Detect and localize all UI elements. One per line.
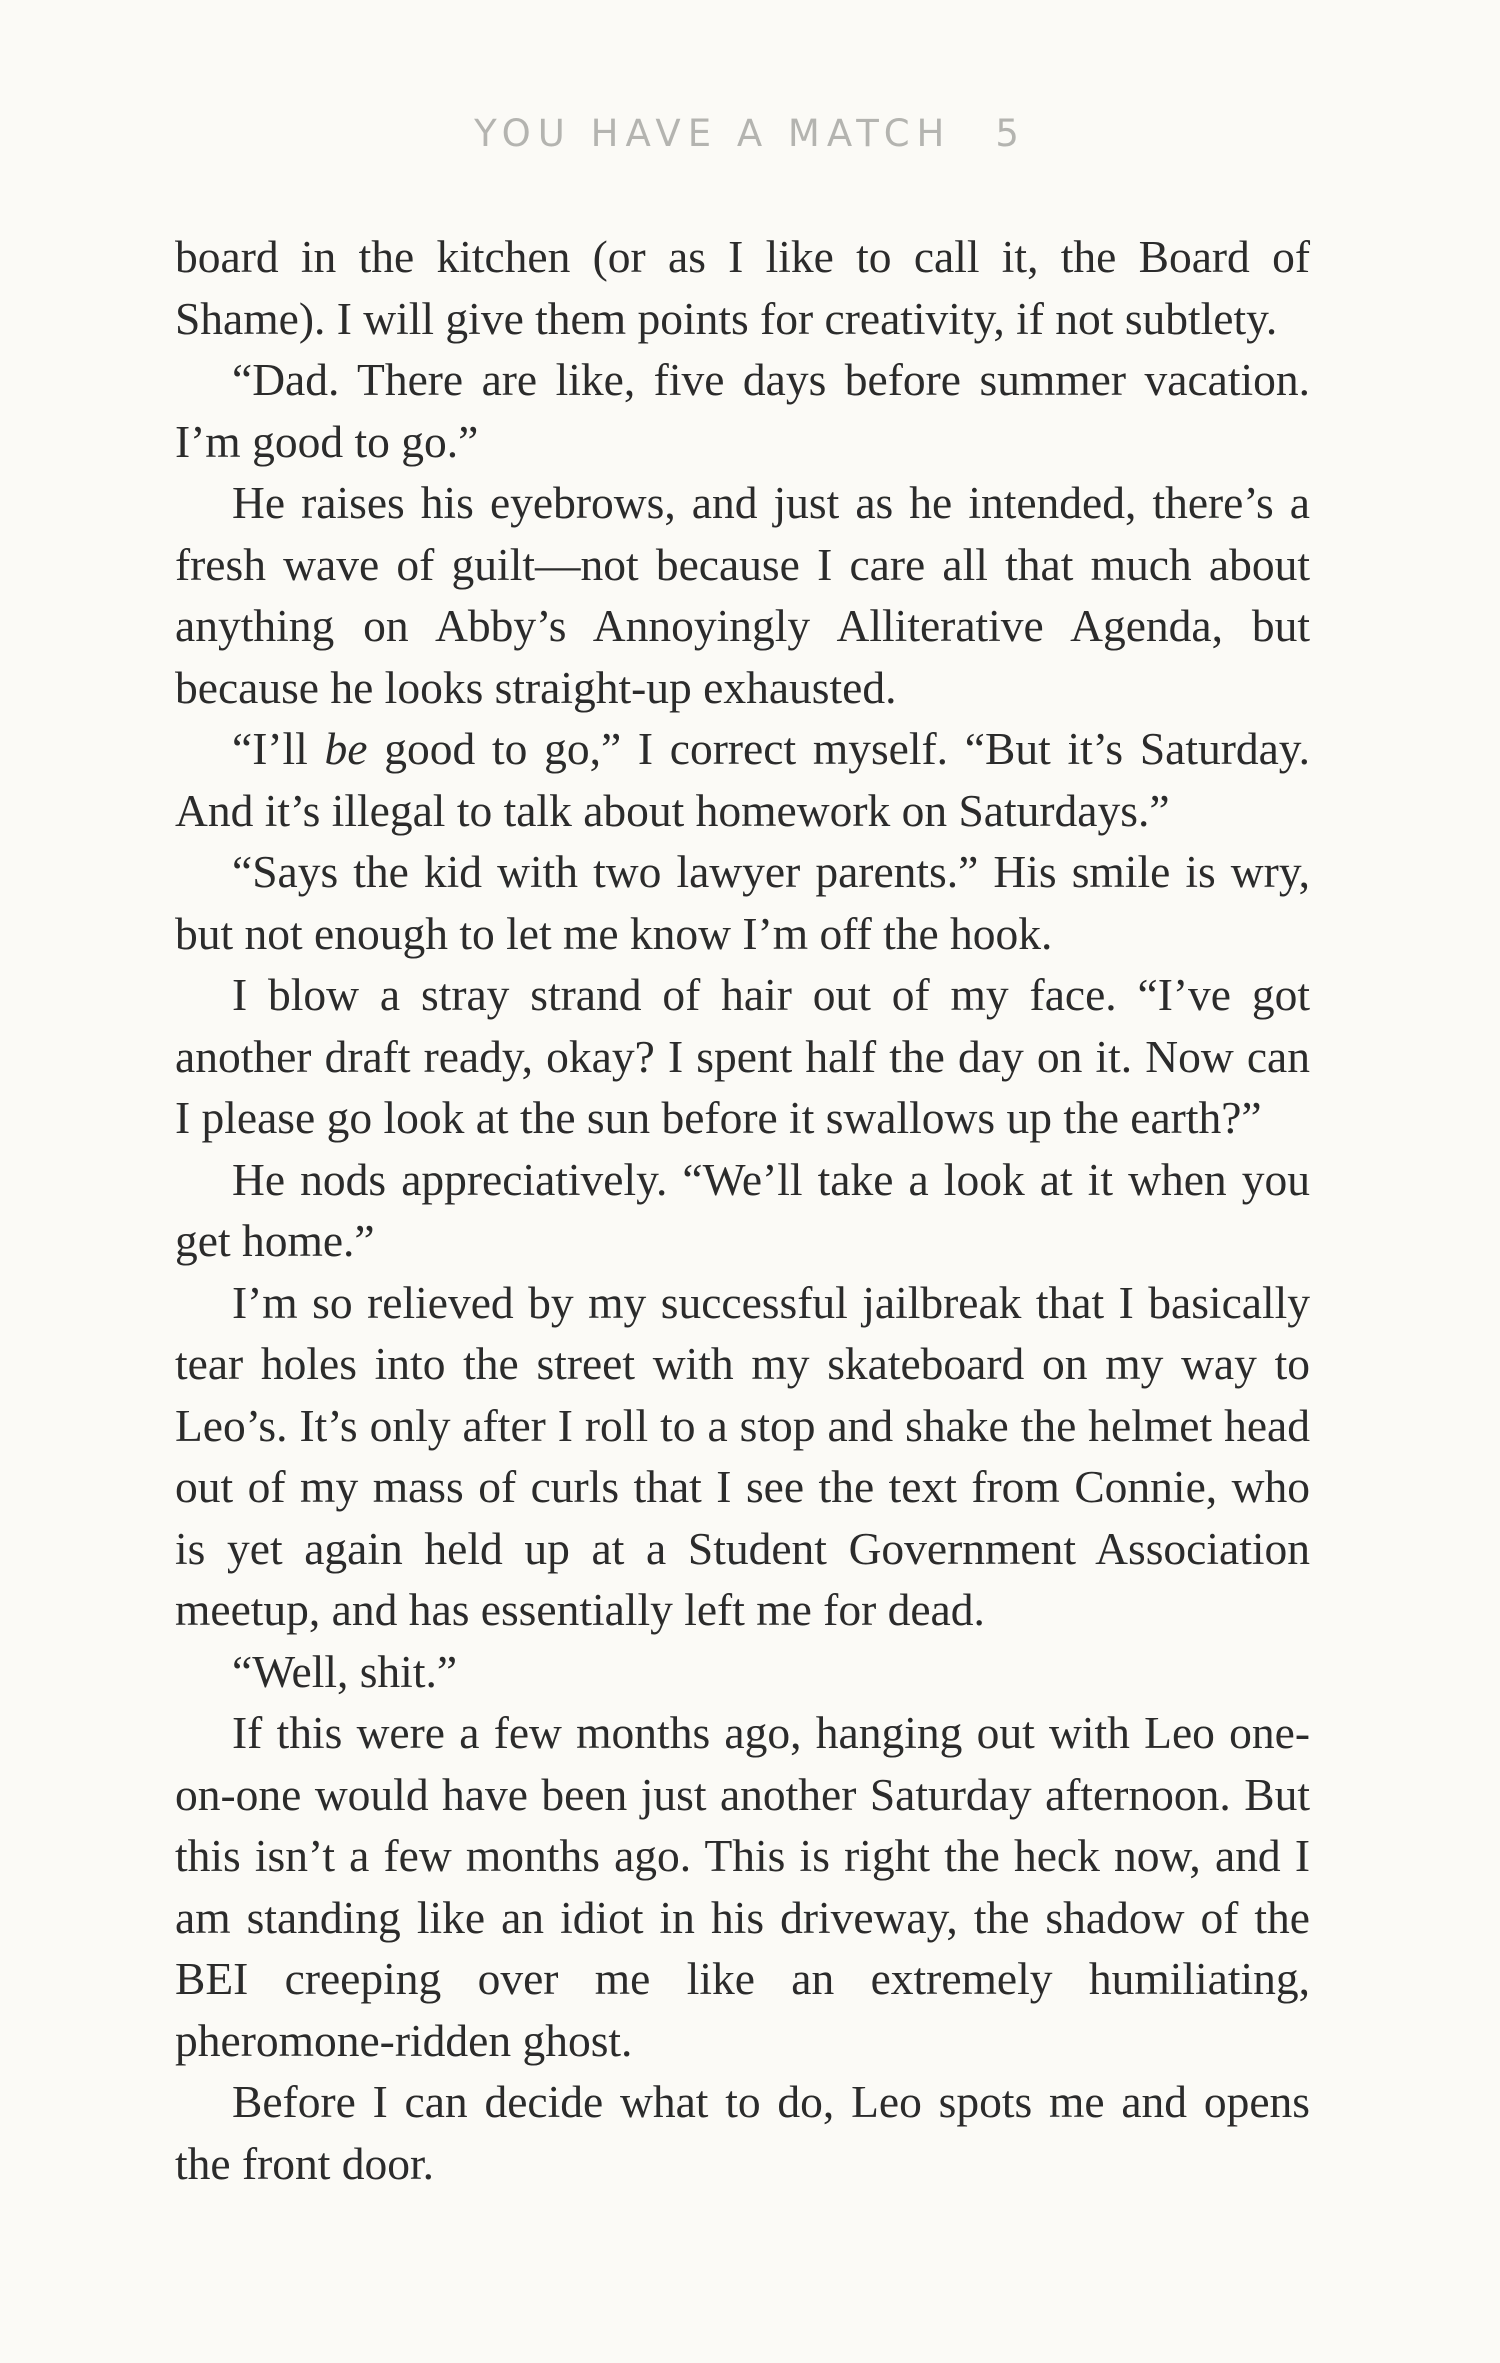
paragraph: He nods appreciatively. “We’ll take a look at it when you get home.” [175, 1153, 1310, 1266]
paragraph: Before I can decide what to do, Leo spots me and opens the front door. [175, 2076, 1310, 2189]
paragraph: If this were a few months ago, hanging out with Leo one-on-one would have been just another Saturday afternoon. But this isn’t a few months ago. This is right the heck now, and I am standing like an idiot in his driveway, the shadow of the BEI creeping over me like an extremely humiliating, pheromone-ridden ghost. [175, 1707, 1310, 2066]
emphasis-text: be [324, 723, 368, 774]
paragraph: “Says the kid with two lawyer parents.” His smile is wry, but not enough to let me know I’m off the hook. [175, 846, 1310, 959]
page-number: 5 [995, 112, 1026, 155]
paragraph-text-after: good to go,” I correct myself. “But it’s Saturday. And it’s illegal to talk about homework on Saturdays.” [175, 723, 1310, 836]
paragraph: board in the kitchen (or as I like to call it, the Board of Shame). I will give them points for creativity, if not subtlety. [175, 231, 1310, 344]
paragraph [175, 718, 1310, 841]
paragraph: “Dad. There are like, five days before summer vacation. I’m good to go.” [175, 354, 1310, 467]
running-head [0, 112, 1500, 155]
paragraph: He raises his eyebrows, and just as he intended, there’s a fresh wave of guilt—not because I care all that much about anything on Abby’s Annoyingly Alliterative Agenda, but because he looks straight-up exhausted. [175, 477, 1310, 713]
chapter-title: YOU HAVE A MATCH [474, 112, 952, 155]
paragraph-text-before: “I’ll [232, 723, 325, 774]
paragraph: I’m so relieved by my successful jailbreak that I basically tear holes into the street with my skateboard on my way to Leo’s. It’s only after I roll to a stop and shake the helmet head out of my mass of curls that I see the text from Connie, who is yet again held up at a Student Government Association meetup, and has essentially left me for dead. [175, 1276, 1310, 1635]
paragraph: “Well, shit.” [232, 1645, 458, 1697]
body-text [175, 226, 1310, 2194]
paragraph: I blow a stray strand of hair out of my face. “I’ve got another draft ready, okay? I spent half the day on it. Now can I please go look at the sun before it swallows up the earth?” [175, 969, 1310, 1143]
